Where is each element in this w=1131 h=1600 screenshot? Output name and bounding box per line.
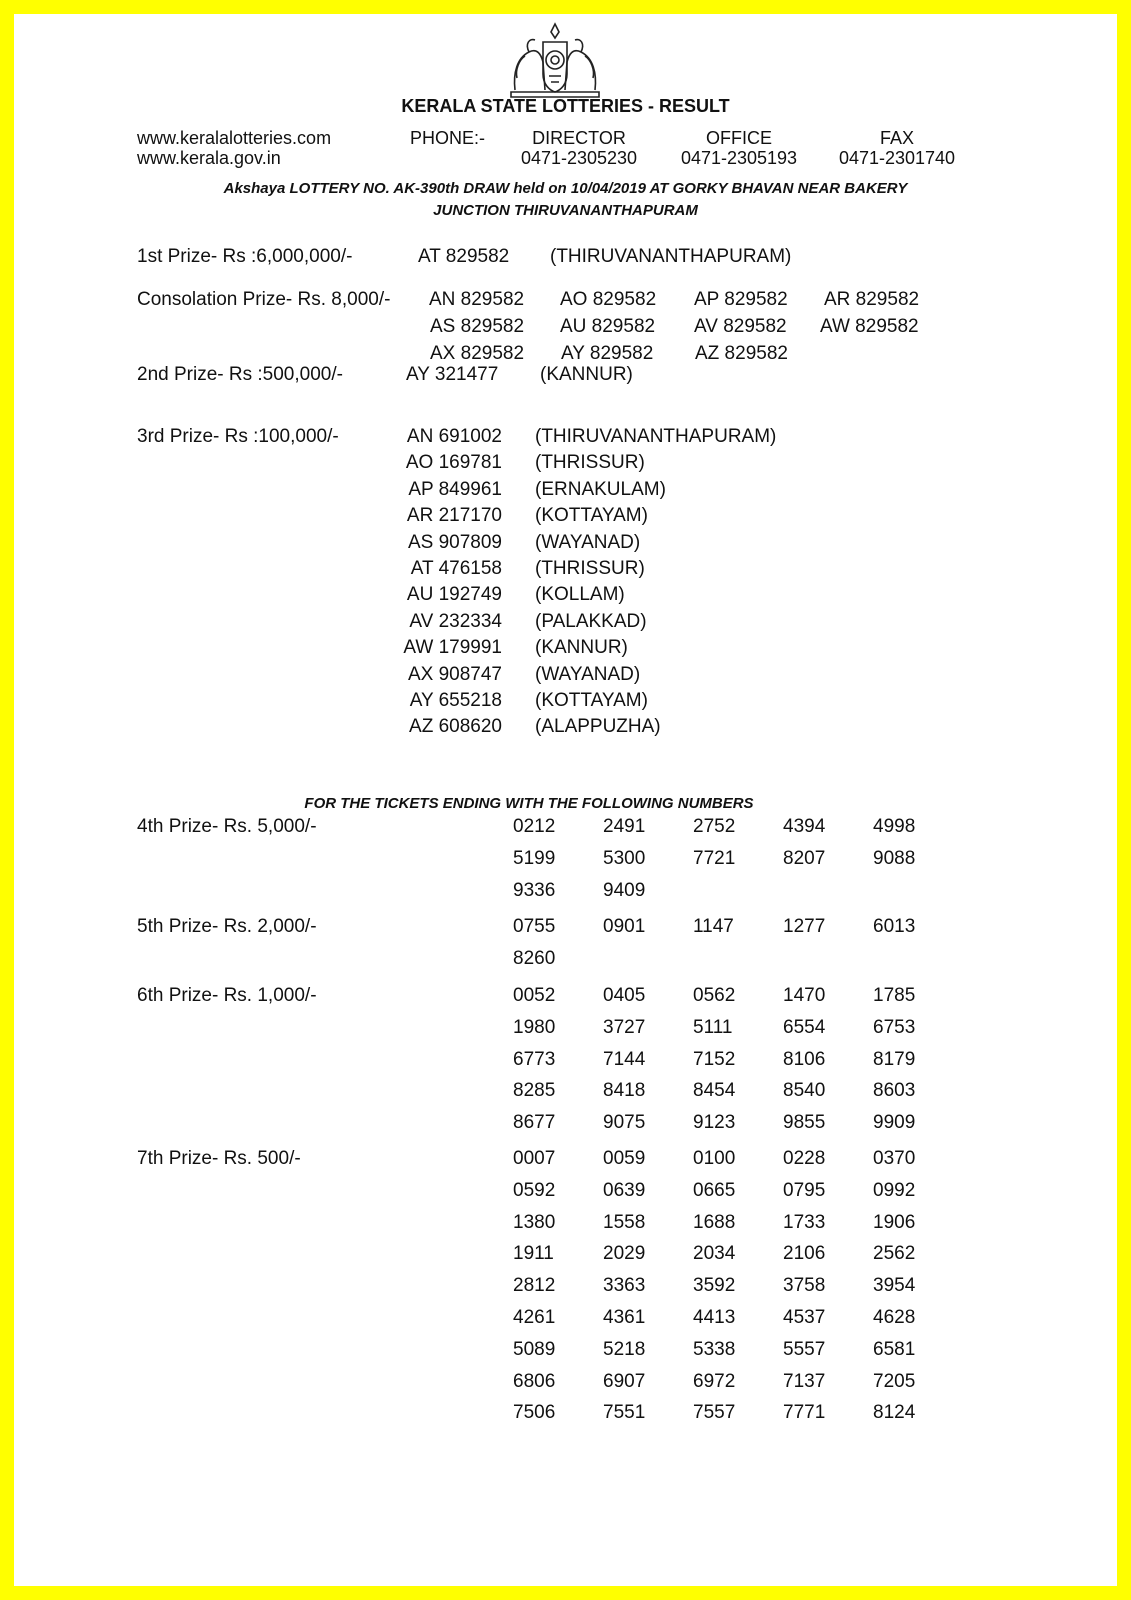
winning-number: 3954 <box>873 1275 916 1297</box>
third-prize-ticket: AT 476158 <box>410 558 502 579</box>
winning-number: 6907 <box>603 1370 646 1392</box>
winning-number: 7144 <box>603 1048 646 1070</box>
winning-number: 1277 <box>783 916 826 937</box>
phone-label: PHONE:- <box>410 128 486 148</box>
winning-number: 9909 <box>873 1112 916 1134</box>
winning-number: 8106 <box>783 1048 826 1070</box>
winning-number: 0100 <box>693 1148 736 1169</box>
winning-number: 4628 <box>873 1307 916 1328</box>
winning-number: 9855 <box>783 1112 826 1134</box>
first-prize-place: (THIRUVANANTHAPURAM) <box>550 246 792 267</box>
winning-number: 2752 <box>693 816 736 837</box>
winning-number: 7205 <box>873 1370 916 1392</box>
winning-number: 8418 <box>603 1080 646 1102</box>
winning-number: 9075 <box>603 1112 646 1134</box>
winning-number: 2106 <box>783 1243 826 1265</box>
winning-number: 7551 <box>603 1402 646 1424</box>
winning-number: 5218 <box>603 1338 646 1360</box>
third-prize-ticket: AX 908747 <box>407 663 502 685</box>
kerala-emblem-icon <box>503 18 607 100</box>
winning-number: 7152 <box>693 1048 736 1070</box>
winning-number: 4361 <box>603 1307 646 1328</box>
winning-number: 1911 <box>513 1243 554 1265</box>
website-link-kerala-gov[interactable]: www.kerala.gov.in <box>137 148 281 168</box>
director-phone: 0471-2305230 <box>520 148 638 168</box>
third-prize-place: (ALAPPUZHA) <box>535 716 661 738</box>
third-prize-place: (WAYANAD) <box>535 663 641 685</box>
consolation-ticket: AO 829582 <box>560 289 657 310</box>
second-prize-ticket: AY 321477 <box>406 364 499 385</box>
consolation-ticket: AP 829582 <box>694 289 788 310</box>
winning-number: 8540 <box>783 1080 826 1102</box>
winning-number: 6806 <box>513 1370 556 1392</box>
winning-number: 0755 <box>513 916 556 937</box>
winning-number: 0007 <box>513 1148 556 1169</box>
ending-numbers-heading: FOR THE TICKETS ENDING WITH THE FOLLOWING NUMBERS <box>304 795 754 812</box>
page-title: KERALA STATE LOTTERIES - RESULT <box>401 96 730 116</box>
winning-number: 2562 <box>873 1243 916 1265</box>
winning-number: 4537 <box>783 1307 826 1328</box>
winning-number: 8603 <box>873 1080 916 1102</box>
winning-number: 2034 <box>693 1243 736 1265</box>
winning-number: 0052 <box>513 985 556 1006</box>
third-prize-ticket: AV 232334 <box>409 610 502 632</box>
winning-number: 6753 <box>873 1016 916 1038</box>
third-prize-ticket: AR 217170 <box>406 505 502 527</box>
consolation-ticket: AZ 829582 <box>695 343 788 364</box>
winning-number: 3758 <box>783 1275 826 1297</box>
consolation-ticket: AN 829582 <box>429 289 525 310</box>
winning-number: 8677 <box>513 1112 556 1134</box>
winning-number: 7721 <box>693 847 736 869</box>
third-prize-place: (PALAKKAD) <box>535 610 647 632</box>
third-prize-ticket: AY 655218 <box>409 690 502 711</box>
third-prize-label: 3rd Prize- Rs :100,000/- <box>137 426 339 447</box>
third-prize-place: (THRISSUR) <box>535 558 645 579</box>
winning-number: 5089 <box>513 1338 556 1360</box>
first-prize-ticket: AT 829582 <box>418 246 510 267</box>
winning-number: 6013 <box>873 916 916 937</box>
winning-number: 2812 <box>513 1275 556 1297</box>
winning-number: 5300 <box>603 847 646 869</box>
third-prize-place: (KOTTAYAM) <box>535 690 648 711</box>
winning-number: 8179 <box>873 1048 916 1070</box>
winning-number: 1980 <box>513 1016 556 1038</box>
winning-number: 0665 <box>693 1179 736 1201</box>
winning-number: 6554 <box>783 1016 826 1038</box>
draw-info-line1: Akshaya LOTTERY NO. AK-390th DRAW held on 10/04/2019 AT GORKY BHAVAN NEAR BAKERY <box>223 180 908 197</box>
winning-number: 1147 <box>693 916 734 937</box>
winning-number: 8260 <box>513 947 556 969</box>
third-prize-ticket: AN 691002 <box>406 426 502 447</box>
third-prize-place: (THIRUVANANTHAPURAM) <box>535 426 777 447</box>
third-prize-ticket: AU 192749 <box>406 584 502 606</box>
consolation-ticket: AS 829582 <box>430 316 525 337</box>
winning-number: 1785 <box>873 985 916 1006</box>
fax-number: 0471-2301740 <box>838 148 956 168</box>
winning-number: 3592 <box>693 1275 736 1297</box>
winning-number: 0228 <box>783 1148 826 1169</box>
third-prize-place: (THRISSUR) <box>535 452 645 474</box>
winning-number: 6773 <box>513 1048 556 1070</box>
winning-number: 9123 <box>693 1112 736 1134</box>
winning-number: 0901 <box>603 916 646 937</box>
winning-number: 0212 <box>513 816 556 837</box>
consolation-ticket: AV 829582 <box>694 316 787 337</box>
winning-number: 4413 <box>693 1307 736 1328</box>
winning-number: 5111 <box>693 1016 733 1038</box>
winning-number: 5199 <box>513 847 556 869</box>
winning-number: 9336 <box>513 879 556 901</box>
winning-number: 8124 <box>873 1402 916 1424</box>
third-prize-place: (ERNAKULAM) <box>535 478 666 500</box>
winning-number: 7771 <box>783 1402 826 1424</box>
third-prize-place: (KOLLAM) <box>535 584 625 606</box>
director-label: DIRECTOR <box>532 128 626 148</box>
winning-number: 2029 <box>603 1243 646 1265</box>
winning-number: 0992 <box>873 1179 916 1201</box>
winning-number: 8285 <box>513 1080 556 1102</box>
winning-number: 5557 <box>783 1338 826 1360</box>
winning-number: 0562 <box>693 985 736 1006</box>
ending-prize-label: 5th Prize- Rs. 2,000/- <box>137 916 317 937</box>
first-prize-label: 1st Prize- Rs :6,000,000/- <box>137 246 353 267</box>
winning-number: 9088 <box>873 847 916 869</box>
winning-number: 0370 <box>873 1148 916 1169</box>
third-prize-ticket: AP 849961 <box>408 478 502 500</box>
winning-number: 8207 <box>783 847 826 869</box>
winning-number: 6972 <box>693 1370 736 1392</box>
ending-prize-label: 4th Prize- Rs. 5,000/- <box>137 816 317 837</box>
winning-number: 5338 <box>693 1338 736 1360</box>
fax-label: FAX <box>879 128 914 148</box>
draw-info-line2: JUNCTION THIRUVANANTHAPURAM <box>433 202 698 219</box>
website-link-keralalotteries[interactable]: www.keralalotteries.com <box>137 128 332 148</box>
winning-number: 1380 <box>513 1211 556 1233</box>
winning-number: 1906 <box>873 1211 916 1233</box>
winning-number: 0059 <box>603 1148 646 1169</box>
third-prize-place: (KANNUR) <box>535 637 628 659</box>
consolation-ticket: AY 829582 <box>561 343 654 364</box>
winning-number: 2491 <box>603 816 646 837</box>
third-prize-place: (WAYANAD) <box>535 531 641 553</box>
winning-number: 1733 <box>783 1211 826 1233</box>
third-prize-place: (KOTTAYAM) <box>535 505 648 527</box>
winning-number: 0795 <box>783 1179 826 1201</box>
second-prize-label: 2nd Prize- Rs :500,000/- <box>137 364 343 385</box>
winning-number: 0405 <box>603 985 646 1006</box>
result-page <box>14 14 1117 1586</box>
consolation-ticket: AW 829582 <box>820 316 919 337</box>
winning-number: 3363 <box>603 1275 646 1297</box>
winning-number: 1558 <box>603 1211 646 1233</box>
office-phone: 0471-2305193 <box>680 148 798 168</box>
ending-prize-label: 6th Prize- Rs. 1,000/- <box>137 985 317 1006</box>
consolation-ticket: AX 829582 <box>430 343 525 364</box>
winning-number: 0639 <box>603 1179 646 1201</box>
winning-number: 7557 <box>693 1402 736 1424</box>
winning-number: 3727 <box>603 1016 646 1038</box>
ending-prize-label: 7th Prize- Rs. 500/- <box>137 1148 301 1169</box>
winning-number: 6581 <box>873 1338 916 1360</box>
winning-number: 1688 <box>693 1211 736 1233</box>
third-prize-ticket: AZ 608620 <box>409 716 502 738</box>
winning-number: 4261 <box>513 1307 556 1328</box>
winning-number: 9409 <box>603 879 646 901</box>
consolation-prize-label: Consolation Prize- Rs. 8,000/- <box>137 289 391 310</box>
winning-number: 7506 <box>513 1402 556 1424</box>
winning-number: 0592 <box>513 1179 556 1201</box>
winning-number: 8454 <box>693 1080 736 1102</box>
second-prize-place: (KANNUR) <box>540 364 633 385</box>
consolation-ticket: AR 829582 <box>824 289 920 310</box>
office-label: OFFICE <box>706 128 772 148</box>
winning-number: 4394 <box>783 816 826 837</box>
winning-number: 7137 <box>783 1370 826 1392</box>
third-prize-ticket: AW 179991 <box>403 637 502 659</box>
winning-number: 1470 <box>783 985 826 1006</box>
winning-number: 4998 <box>873 816 916 837</box>
consolation-ticket: AU 829582 <box>560 316 656 337</box>
third-prize-ticket: AO 169781 <box>405 452 502 474</box>
third-prize-ticket: AS 907809 <box>407 531 502 553</box>
